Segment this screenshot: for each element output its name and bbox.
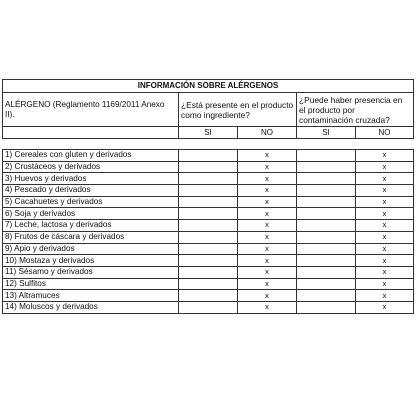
q2-no-cell: x [356, 150, 414, 162]
allergen-name-cell: 1) Cereales con gluten y derivados [3, 150, 179, 162]
table-row [3, 196, 414, 208]
q2-no-cell: x [356, 255, 414, 267]
q1-no-header: NO [238, 127, 297, 139]
allergen-name-cell: 12) Sulfitos [3, 278, 179, 290]
allergen-name-cell: 13) Altramuces [3, 290, 179, 302]
q2-no-cell: x [356, 301, 414, 313]
q2-si-cell [297, 266, 356, 278]
q1-no-cell: x [238, 243, 297, 255]
q2-no-cell: x [356, 173, 414, 185]
q1-si-cell [179, 196, 238, 208]
table-row [3, 220, 414, 232]
q2-si-cell [297, 196, 356, 208]
q1-si-cell [179, 255, 238, 267]
q2-no-cell: x [356, 220, 414, 232]
q2-si-cell [297, 243, 356, 255]
allergen-name-cell: 11) Sésamo y derivados [3, 266, 179, 278]
q1-si-cell [179, 290, 238, 302]
q1-si-cell [179, 173, 238, 185]
q2-no-cell: x [356, 161, 414, 173]
spacer-row [3, 139, 414, 150]
allergen-sheet [2, 79, 413, 314]
q2-no-cell: x [356, 266, 414, 278]
q1-no-cell: x [238, 278, 297, 290]
q1-si-cell [179, 161, 238, 173]
q1-no-cell: x [238, 208, 297, 220]
q2-si-cell [297, 185, 356, 197]
q2-si-header: SI [297, 127, 356, 139]
q2-si-cell [297, 255, 356, 267]
table-row [3, 231, 414, 243]
q2-si-cell [297, 208, 356, 220]
q2-no-cell: x [356, 208, 414, 220]
q2-no-header: NO [356, 127, 414, 139]
allergen-name-cell: 3) Huevos y derivados [3, 173, 179, 185]
table-row [3, 301, 414, 313]
q2-no-cell: x [356, 243, 414, 255]
table-row [3, 173, 414, 185]
q2-si-cell [297, 301, 356, 313]
q1-no-cell: x [238, 185, 297, 197]
blank-header-cell [3, 127, 179, 139]
q1-si-cell [179, 220, 238, 232]
q1-no-cell: x [238, 150, 297, 162]
q2-no-cell: x [356, 185, 414, 197]
q2-si-cell [297, 220, 356, 232]
q2-no-cell: x [356, 290, 414, 302]
q1-no-cell: x [238, 255, 297, 267]
q1-no-cell: x [238, 220, 297, 232]
cross-contamination-question-header: ¿Puede haber presencia en el producto por contaminación cruzada? [297, 93, 414, 127]
q1-no-cell: x [238, 161, 297, 173]
q2-si-cell [297, 231, 356, 243]
q1-no-cell: x [238, 231, 297, 243]
q1-si-cell [179, 243, 238, 255]
allergen-name-cell: 9) Apio y derivados [3, 243, 179, 255]
table-row [3, 290, 414, 302]
title-row [3, 80, 414, 93]
allergen-name-cell: 5) Cacahuetes y derivados [3, 196, 179, 208]
yes-no-header-row [3, 127, 414, 139]
q1-no-cell: x [238, 301, 297, 313]
allergen-name-cell: 2) Crustáceos y derivados [3, 161, 179, 173]
q1-si-cell [179, 266, 238, 278]
allergen-name-cell: 14) Moluscos y derivados [3, 301, 179, 313]
table-row [3, 161, 414, 173]
table-row [3, 278, 414, 290]
allergen-name-cell: 10) Mostaza y derivados [3, 255, 179, 267]
q1-si-cell [179, 150, 238, 162]
allergen-name-cell: 6) Soja y derivados [3, 208, 179, 220]
table-row [3, 266, 414, 278]
q1-si-cell [179, 185, 238, 197]
q2-no-cell: x [356, 278, 414, 290]
q1-no-cell: x [238, 290, 297, 302]
allergen-column-header: ALÉRGENO (Reglamento 1169/2011 Anexo II). [3, 93, 179, 127]
table-title: INFORMACIÓN SOBRE ALÉRGENOS [3, 80, 414, 93]
q2-si-cell [297, 161, 356, 173]
q2-si-cell [297, 290, 356, 302]
table-row [3, 255, 414, 267]
allergen-name-cell: 8) Frutos de cáscara y derivados [3, 231, 179, 243]
table-row [3, 243, 414, 255]
table-row [3, 208, 414, 220]
q1-no-cell: x [238, 266, 297, 278]
allergen-table [2, 79, 414, 314]
q1-si-cell [179, 301, 238, 313]
q1-si-cell [179, 278, 238, 290]
ingredient-question-header: ¿Está presente en el producto como ingrediente? [179, 93, 297, 127]
header-row [3, 93, 414, 127]
q2-si-cell [297, 150, 356, 162]
q1-no-cell: x [238, 196, 297, 208]
q2-no-cell: x [356, 196, 414, 208]
q2-si-cell [297, 173, 356, 185]
table-row [3, 185, 414, 197]
spacer-cell [3, 139, 414, 150]
q2-si-cell [297, 278, 356, 290]
q1-si-cell [179, 231, 238, 243]
q1-si-header: SI [179, 127, 238, 139]
q1-si-cell [179, 208, 238, 220]
q1-no-cell: x [238, 173, 297, 185]
table-row [3, 150, 414, 162]
allergen-name-cell: 7) Leche, lactosa y derivados [3, 220, 179, 232]
q2-no-cell: x [356, 231, 414, 243]
allergen-name-cell: 4) Pescado y derivados [3, 185, 179, 197]
